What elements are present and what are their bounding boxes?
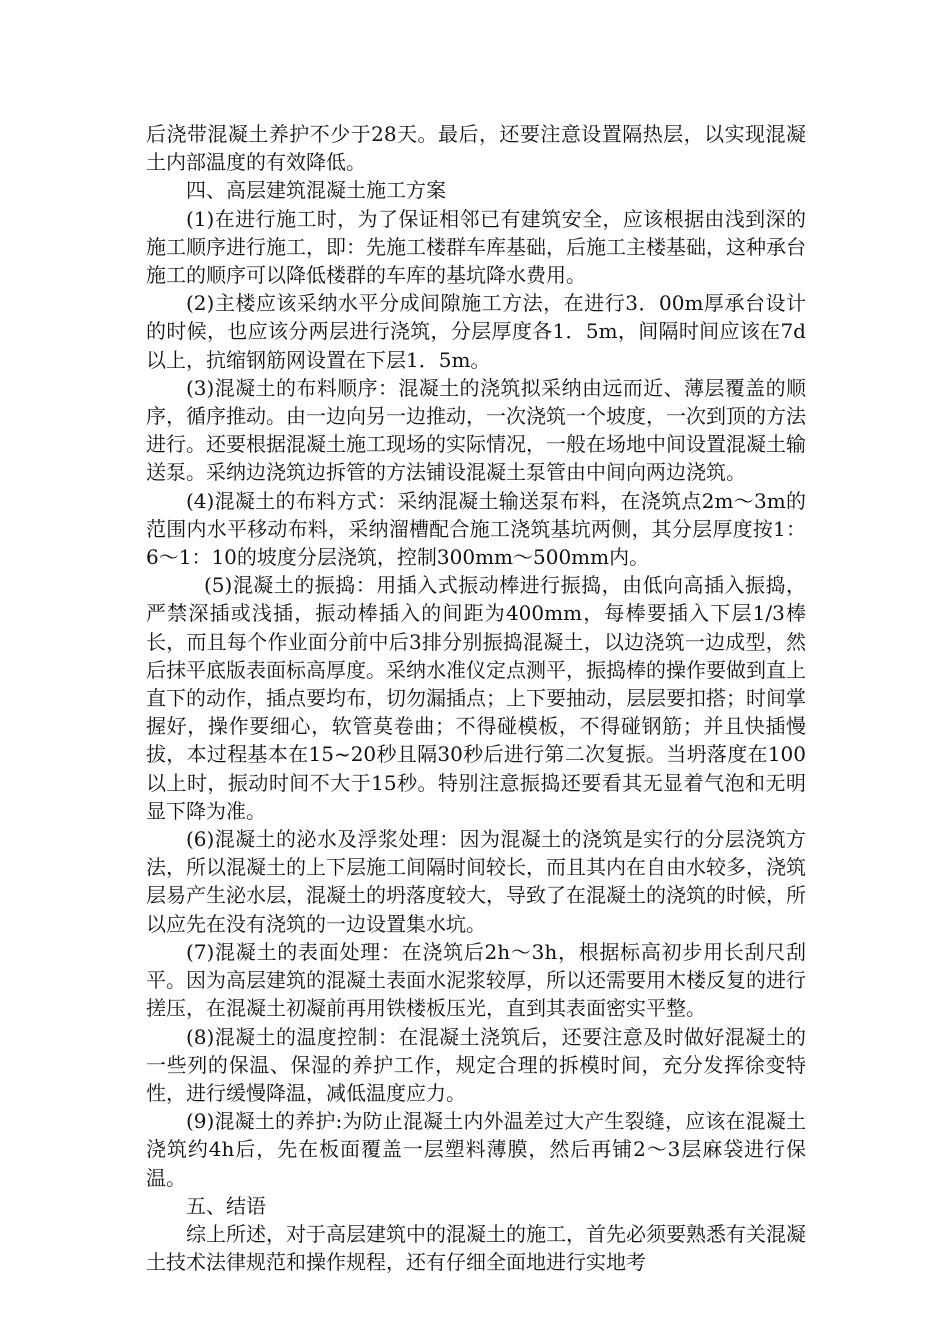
- paragraph-item-7: (7)混凝土的表面处理：在浇筑后2h～3h，根据标高初步用长刮尺刮平。因为高层建筑的混凝土表面水泥浆较厚，所以还需要用木楼反复的进行搓压，在混凝土初凝前再用铁楼板压光，直到其表面密实平整。: [146, 939, 806, 1021]
- paragraph-continuation: 后浇带混凝土养护不少于28天。最后，还要注意设置隔热层，以实现混凝土内部温度的有效降低。: [146, 122, 806, 175]
- paragraph-item-8: (8)混凝土的温度控制：在混凝土浇筑后，还要注意及时做好混凝土的一些列的保温、保湿的养护工作，规定合理的拆模时间，充分发挥徐变特性，进行缓慢降温，减低温度应力。: [146, 1024, 806, 1105]
- paragraph-item-1: (1)在进行施工时，为了保证相邻已有建筑安全，应该根据由浅到深的施工顺序进行施工，即：先施工楼群车库基础，后施工主楼基础，这种承台施工的顺序可以降低楼群的车库的基坑降水费用。: [146, 206, 806, 288]
- paragraph-item-9: (9)混凝土的养护:为防止混凝土内外温差过大产生裂缝，应该在混凝土浇筑约4h后，先在板面覆盖一层塑料薄膜，然后再铺2～3层麻袋进行保温。: [146, 1109, 806, 1190]
- paragraph-item-4: (4)混凝土的布料方式：采纳混凝土输送泵布料，在浇筑点2m～3m的范围内水平移动布料，采纳溜槽配合施工浇筑基坑两侧，其分层厚度按1：6～1：10的坡度分层浇筑，控制300mm～500mm内。: [146, 488, 806, 570]
- paragraph-conclusion: 综上所述，对于高层建筑中的混凝土的施工，首先必须要熟悉有关混凝土技术法律规范和操作规程，还有仔细全面地进行实地考: [146, 1221, 806, 1275]
- document-body: [146, 120, 806, 1276]
- section-heading-5: 五、结语: [186, 1193, 266, 1218]
- paragraph-item-2: (2)主楼应该采纳水平分成间隙施工方法，在进行3．00m厚承台设计的时候，也应该分两层进行浇筑，分层厚度各1．5m，间隔时间应该在7d以上，抗缩钢筋网设置在下层1．5m。: [146, 291, 806, 372]
- paragraph-item-3: (3)混凝土的布料顺序：混凝土的浇筑拟采纳由远而近、薄层覆盖的顺序，循序推动。由一边向另一边推动，一次浇筑一个坡度，一次到顶的方法进行。还要根据混凝土施工现场的实际情况，一般在场地中间设置混凝土输送泵。采纳边浇筑边拆管的方法铺设混凝土泵管由中间向两边浇筑。: [146, 375, 806, 485]
- paragraph-item-5: (5)混凝土的振捣：用插入式振动棒进行振捣，由低向高插入振捣，严禁深插或浅插，振动棒插入的间距为400mm，每棒要插入下层1/3棒长，而且每个作业面分前中后3排分别振捣混凝土，以边浇筑一边成型，然后抹平底版表面标高厚度。采纳水准仪定点测平，振捣棒的操作要做到直上直下的动作，插点要均布，切勿漏插点；上下要抽动，层层要扣搭；时间掌握好，操作要细心，软管莫卷曲；不得碰模板，不得碰钢筋；并且快插慢拔，本过程基本在15~20秒且隔30秒后进行第二次复振。当坍落度在100以上时，振动时间不大于15秒。特别注意振捣还要看其无显着气泡和无明显下降为准。: [146, 573, 806, 823]
- paragraph-item-6: (6)混凝土的泌水及浮浆处理：因为混凝土的浇筑是实行的分层浇筑方法，所以混凝土的上下层施工间隔时间较长，而且其内在自由水较多，浇筑层易产生泌水层，混凝土的坍落度较大，导致了在混凝土的浇筑的时候，所以应先在没有浇筑的一边设置集水坑。: [146, 827, 806, 936]
- section-heading-4: 四、高层建筑混凝土施工方案: [186, 178, 446, 203]
